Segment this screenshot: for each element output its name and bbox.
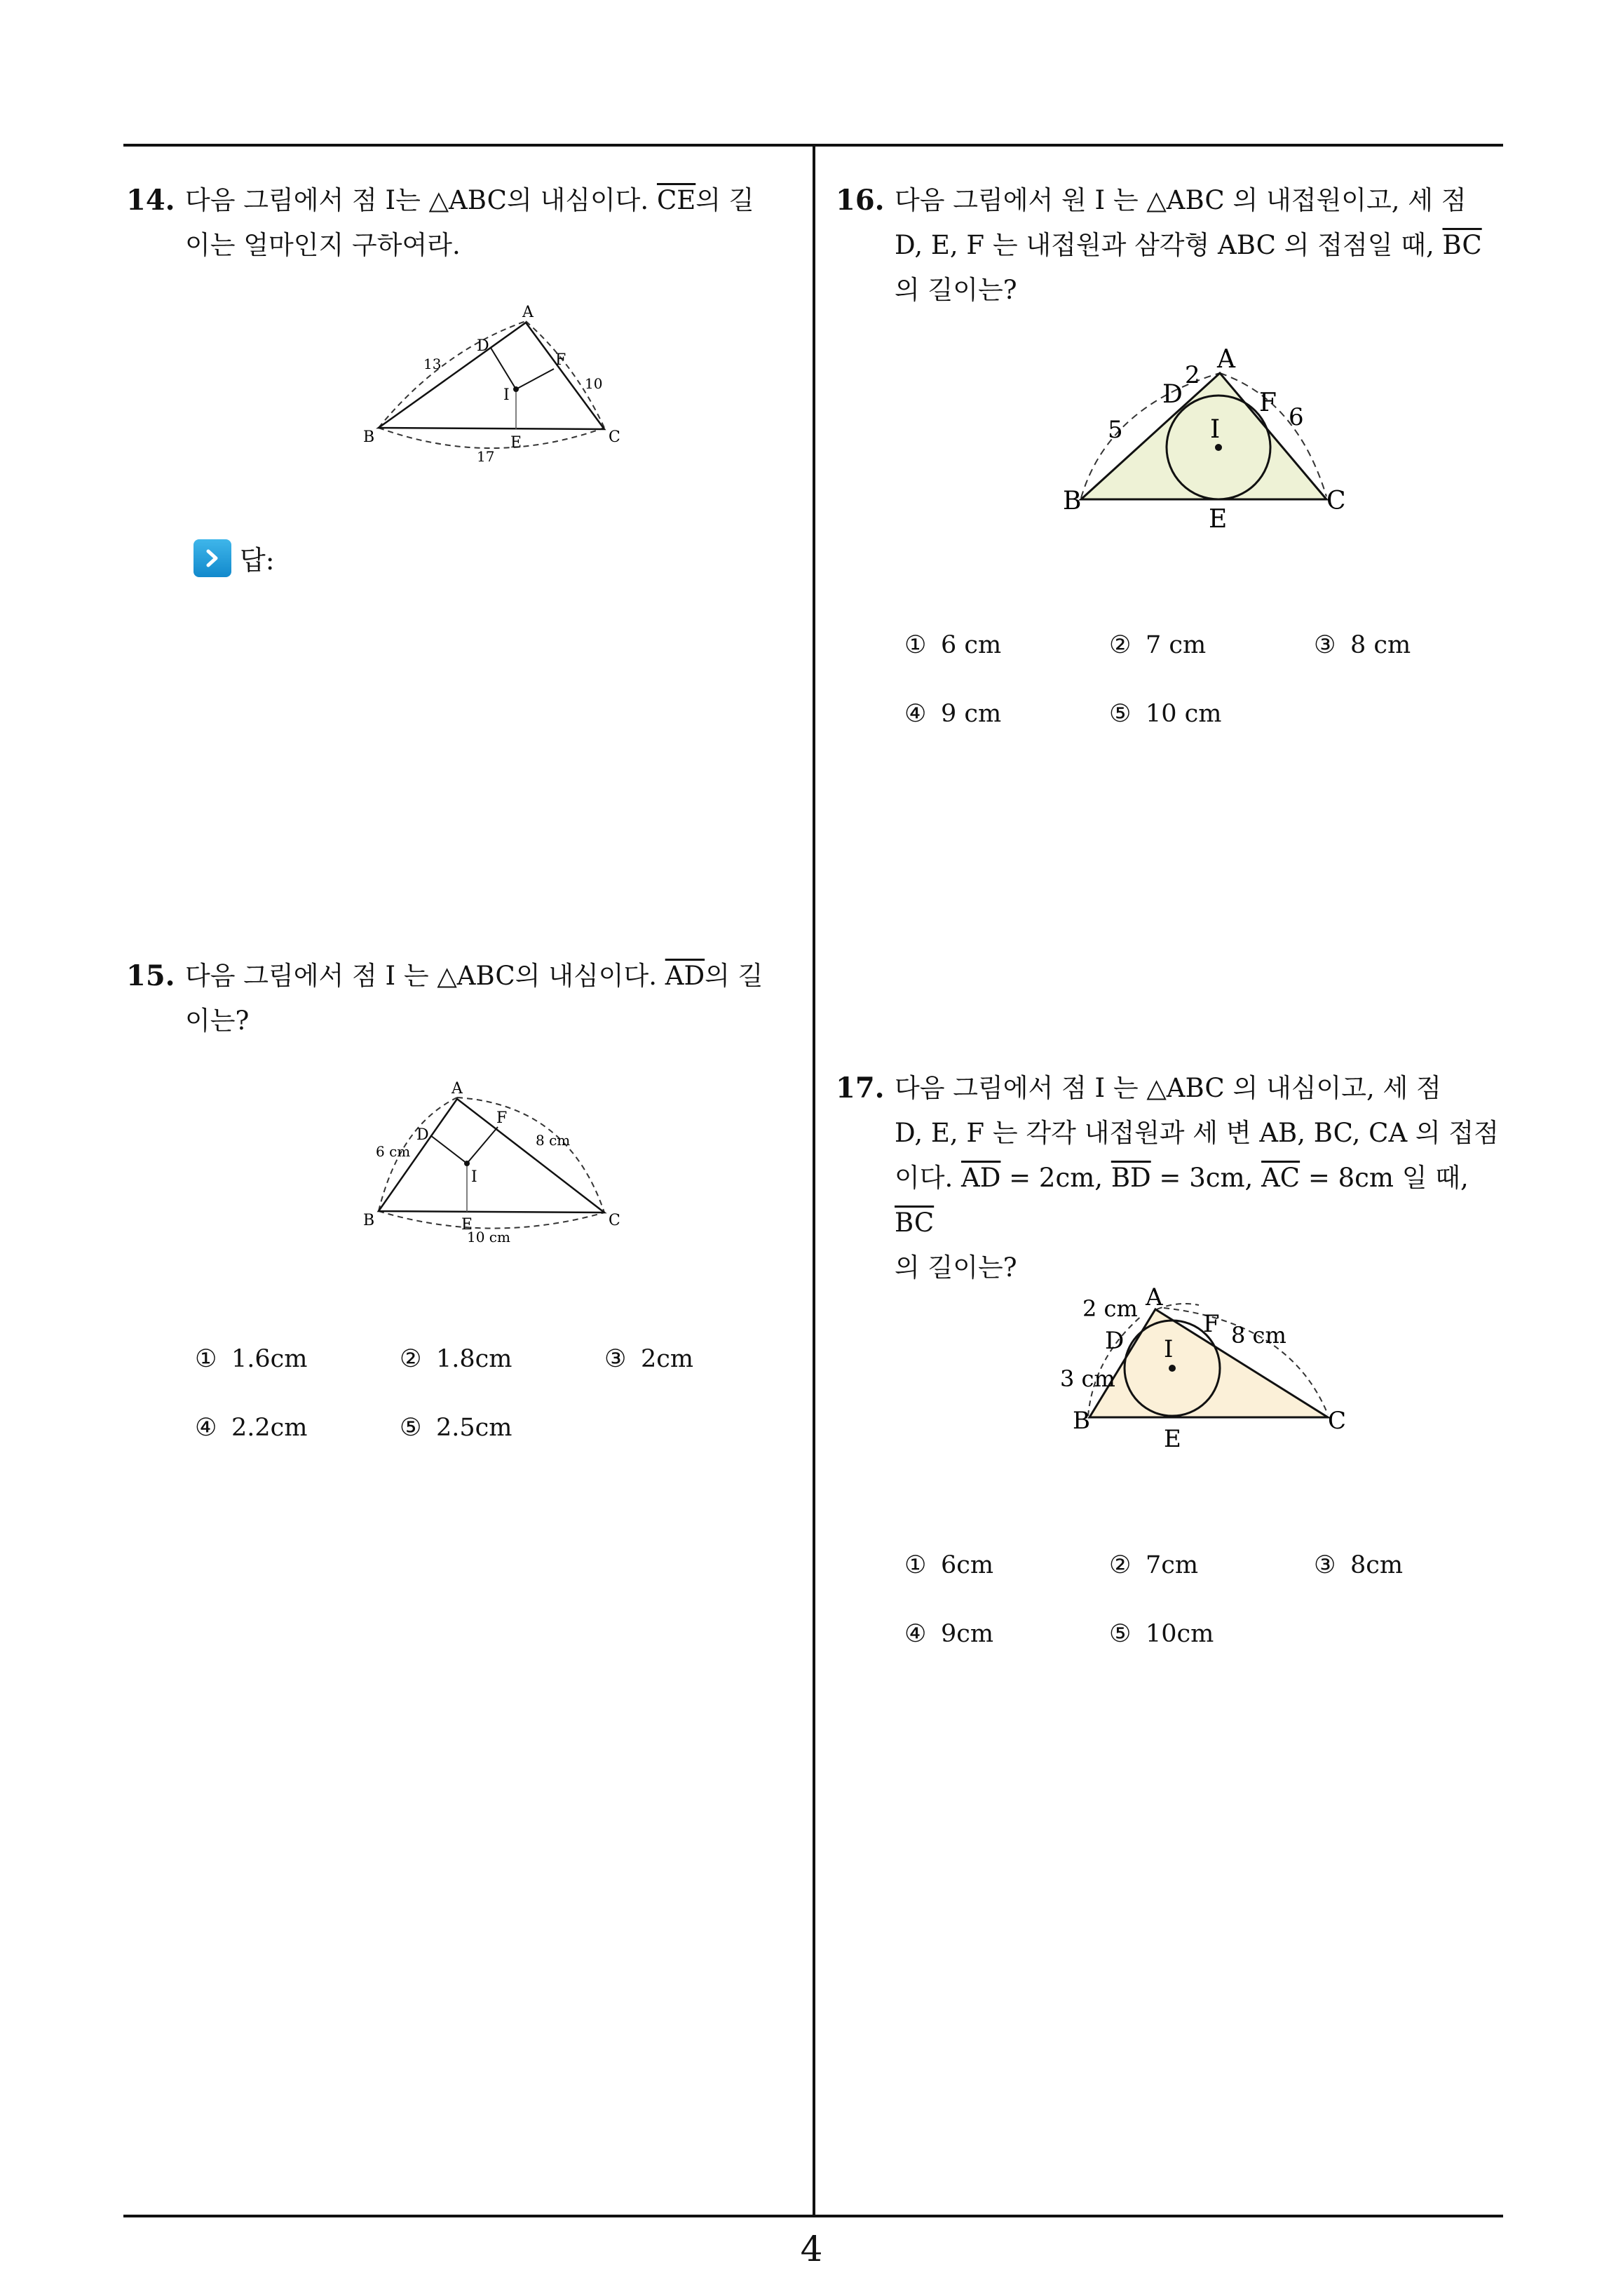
- question-text: 의 길: [695, 185, 754, 215]
- side-ac-label: 8 cm: [536, 1132, 571, 1149]
- vertex-b-label: B: [363, 1212, 375, 1229]
- answer-label: 답:: [240, 545, 275, 576]
- question-text: 이는 얼마인지 구하여라.: [185, 230, 461, 260]
- choice-text: 9cm: [941, 1620, 994, 1648]
- vertex-a-label: A: [1146, 1283, 1163, 1311]
- segment-bd-label: 5: [1108, 416, 1123, 444]
- point-f-label: F: [496, 1109, 508, 1127]
- problem-17-question: [836, 1066, 1509, 1290]
- choice-mark: ②: [1109, 1551, 1132, 1579]
- side-bc-label: 17: [477, 448, 495, 465]
- choice-text: 7cm: [1146, 1551, 1199, 1579]
- problem-17: [836, 1066, 1509, 1290]
- vertex-c-label: C: [1326, 487, 1346, 515]
- question-text: 다음 그림에서 점 I 는 △ABC의 내심이다.: [185, 961, 665, 991]
- choice-mark: ④: [195, 1414, 217, 1442]
- problem-number: 17.: [836, 1072, 885, 1105]
- choice-mark: ⑤: [400, 1414, 422, 1442]
- choice-1[interactable]: [195, 1345, 307, 1373]
- choice-text: 9 cm: [941, 700, 1002, 728]
- choice-5[interactable]: [1109, 1620, 1214, 1648]
- problem-number: 15.: [126, 959, 175, 992]
- vertex-a-label: A: [1217, 345, 1235, 374]
- choice-text: 1.8cm: [436, 1345, 512, 1373]
- choice-text: 10cm: [1146, 1620, 1214, 1648]
- side-ab-label: 6 cm: [376, 1143, 411, 1160]
- segment-ad-label: 2 cm: [1082, 1295, 1138, 1322]
- question-text: = 3cm,: [1150, 1163, 1262, 1193]
- segment-ad-label: 2: [1185, 361, 1200, 389]
- choice-text: 10 cm: [1146, 700, 1222, 728]
- point-f-label: F: [1203, 1310, 1220, 1338]
- choice-4[interactable]: [195, 1414, 307, 1442]
- question-text: 이는?: [185, 1006, 250, 1036]
- choice-text: 8cm: [1350, 1551, 1404, 1579]
- vertex-a-label: A: [522, 304, 534, 321]
- incenter-i-label: I: [1164, 1335, 1174, 1363]
- question-text: 다음 그림에서 점 I는 △ABC의 내심이다.: [185, 185, 657, 215]
- question-text: = 8cm 일 때,: [1300, 1163, 1469, 1193]
- problem-15: [126, 954, 799, 1044]
- question-text: = 2cm,: [1000, 1163, 1111, 1193]
- choice-text: 1.6cm: [231, 1345, 308, 1373]
- point-f-label: F: [555, 351, 566, 369]
- vertex-b-label: B: [1073, 1407, 1090, 1435]
- choice-text: 6 cm: [941, 631, 1002, 659]
- column-divider: [813, 144, 815, 2216]
- choice-5[interactable]: [1109, 700, 1221, 728]
- segment-bd-label: 3 cm: [1060, 1365, 1115, 1392]
- vertex-b-label: B: [1063, 487, 1082, 515]
- vertex-c-label: C: [609, 1212, 620, 1229]
- side-ac-label: 10: [585, 375, 603, 392]
- choice-mark: ④: [904, 1620, 927, 1648]
- vertex-c-label: C: [1328, 1407, 1347, 1435]
- incenter-i-label: I: [1210, 415, 1221, 444]
- choice-text: 6cm: [941, 1551, 994, 1579]
- question-text: 다음 그림에서 원 I 는 △ABC 의 내접원이고, 세 점: [895, 185, 1467, 215]
- question-text: 이다.: [895, 1163, 962, 1193]
- question-text: 의 길이는?: [895, 1252, 1017, 1283]
- segment-bc: $\overline{BC}$: [1442, 230, 1482, 260]
- choice-2[interactable]: [1109, 631, 1206, 659]
- choice-mark: ③: [1314, 631, 1336, 659]
- choice-text: 7 cm: [1146, 631, 1207, 659]
- incenter-i-label: I: [503, 386, 510, 404]
- side-bc-label: 10 cm: [467, 1229, 510, 1245]
- problem-15-question: [126, 954, 799, 1044]
- segment-cf-label: 6: [1289, 403, 1304, 431]
- point-d-label: D: [1105, 1327, 1125, 1355]
- choice-1[interactable]: [904, 1551, 993, 1579]
- question-text: 의 길: [705, 961, 763, 991]
- choice-text: 2.5cm: [436, 1414, 512, 1442]
- choice-mark: ⑤: [1109, 1620, 1132, 1648]
- segment-ce: $\overline{CE}$: [656, 185, 696, 215]
- choice-mark: ①: [904, 631, 927, 659]
- incenter-i-label: I: [471, 1168, 477, 1186]
- vertex-a-label: A: [451, 1080, 463, 1098]
- choice-mark: ④: [904, 700, 927, 728]
- choice-mark: ①: [195, 1345, 217, 1373]
- point-e-label: E: [461, 1216, 473, 1234]
- vertex-b-label: B: [363, 428, 375, 446]
- choice-mark: ③: [1314, 1551, 1336, 1579]
- segment-ac: $\overline{AC}$: [1261, 1163, 1301, 1193]
- segment-ad: $\overline{AD}$: [665, 961, 705, 991]
- bottom-rule: [123, 2215, 1503, 2217]
- choice-4[interactable]: [904, 1620, 993, 1648]
- segment-bd: $\overline{BD}$: [1111, 1163, 1151, 1193]
- choice-3[interactable]: [1314, 1551, 1403, 1579]
- choice-mark: ②: [400, 1345, 422, 1373]
- problem-16: [836, 178, 1509, 313]
- point-f-label: F: [1259, 389, 1277, 417]
- problem-17-figure: [1052, 1273, 1367, 1448]
- problem-number: 16.: [836, 184, 885, 217]
- answer-line[interactable]: [193, 539, 275, 577]
- point-e-label: E: [510, 434, 522, 452]
- point-e-label: E: [1164, 1425, 1181, 1448]
- question-text: D, E, F 는 각각 내접원과 세 변 AB, BC, CA 의 접점: [895, 1118, 1499, 1148]
- problem-14: [126, 178, 799, 268]
- chevron-right-icon: [193, 539, 231, 577]
- choice-5[interactable]: [400, 1414, 512, 1442]
- choice-mark: ②: [1109, 631, 1132, 659]
- problem-number: 14.: [126, 184, 175, 217]
- segment-bc: $\overline{BC}$: [895, 1208, 935, 1238]
- choice-3[interactable]: [1314, 631, 1411, 659]
- choice-text: 8 cm: [1350, 631, 1411, 659]
- problem-14-question: [126, 178, 799, 268]
- question-text: D, E, F 는 내접원과 삼각형 ABC 의 접점일 때,: [895, 230, 1443, 260]
- choice-text: 2.2cm: [231, 1414, 308, 1442]
- choice-2[interactable]: [400, 1345, 512, 1373]
- side-ab-label: 13: [423, 356, 442, 372]
- choice-mark: ⑤: [1109, 700, 1132, 728]
- problem-16-question: [836, 178, 1509, 313]
- choice-mark: ①: [904, 1551, 927, 1579]
- question-text: 다음 그림에서 점 I 는 △ABC 의 내심이고, 세 점: [895, 1073, 1441, 1103]
- choice-1[interactable]: [904, 631, 1001, 659]
- segment-ad: $\overline{AD}$: [961, 1163, 1001, 1193]
- choice-2[interactable]: [1109, 1551, 1198, 1579]
- point-d-label: D: [1162, 380, 1183, 409]
- problem-16-figure: [1052, 344, 1367, 533]
- segment-ac-label: 8 cm: [1231, 1322, 1286, 1349]
- choice-text: 2cm: [641, 1345, 694, 1373]
- point-d-label: D: [416, 1126, 429, 1144]
- page-number: 4: [800, 2229, 823, 2269]
- problem-14-figure: [351, 302, 645, 470]
- problem-15-figure: [351, 1076, 645, 1252]
- vertex-c-label: C: [609, 428, 620, 446]
- choice-mark: ③: [604, 1345, 627, 1373]
- choice-3[interactable]: [604, 1345, 693, 1373]
- point-e-label: E: [1209, 505, 1228, 533]
- point-d-label: D: [477, 337, 489, 355]
- choice-4[interactable]: [904, 700, 1001, 728]
- question-text: 의 길이는?: [895, 275, 1017, 305]
